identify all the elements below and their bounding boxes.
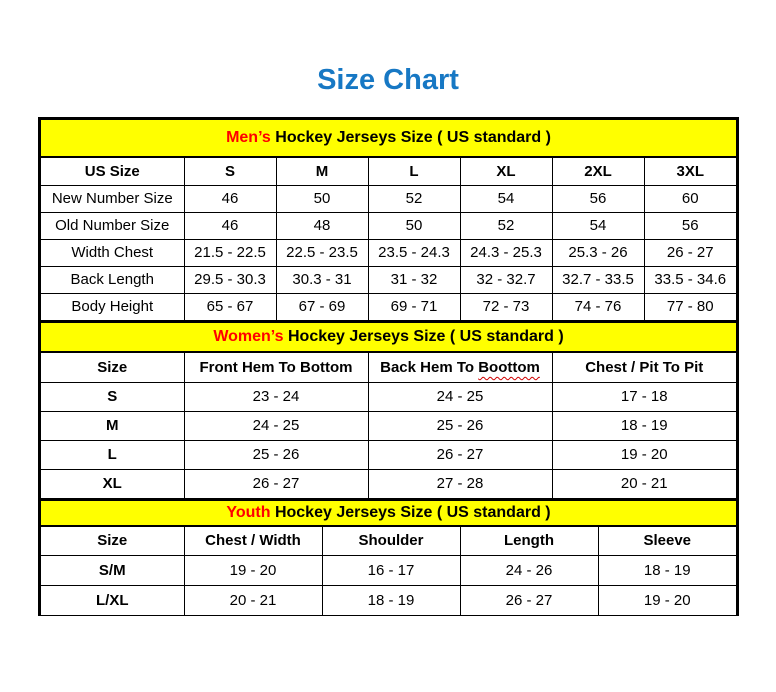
table-row bbox=[41, 293, 736, 320]
size-value-cell: 27 - 28 bbox=[368, 469, 552, 498]
size-value-cell: 56 bbox=[552, 185, 644, 212]
size-value-cell: 65 - 67 bbox=[184, 293, 276, 320]
size-value-cell: 52 bbox=[460, 212, 552, 239]
size-value-cell: 74 - 76 bbox=[552, 293, 644, 320]
size-value-cell: 19 - 20 bbox=[184, 555, 322, 585]
size-value-cell: 72 - 73 bbox=[460, 293, 552, 320]
size-value-cell: 17 - 18 bbox=[552, 382, 736, 411]
column-header: XL bbox=[460, 158, 552, 185]
size-value-cell: 26 - 27 bbox=[644, 239, 736, 266]
row-label: M bbox=[41, 411, 184, 440]
section-name-highlight: Men’s bbox=[226, 129, 271, 146]
size-value-cell: 20 - 21 bbox=[184, 585, 322, 615]
size-value-cell: 46 bbox=[184, 212, 276, 239]
size-value-cell: 18 - 19 bbox=[552, 411, 736, 440]
size-value-cell: 24.3 - 25.3 bbox=[460, 239, 552, 266]
size-value-cell: 67 - 69 bbox=[276, 293, 368, 320]
row-label: Body Height bbox=[41, 293, 184, 320]
table-row bbox=[41, 266, 736, 293]
size-value-cell: 50 bbox=[276, 185, 368, 212]
table-row bbox=[41, 469, 736, 498]
size-value-cell: 18 - 19 bbox=[322, 585, 460, 615]
size-value-cell: 23 - 24 bbox=[184, 382, 368, 411]
size-value-cell: 23.5 - 24.3 bbox=[368, 239, 460, 266]
size-value-cell: 25.3 - 26 bbox=[552, 239, 644, 266]
column-header: Size bbox=[41, 527, 184, 555]
size-value-cell: 30.3 - 31 bbox=[276, 266, 368, 293]
column-header: Back Hem To Boottom bbox=[368, 353, 552, 382]
section-title-text: Hockey Jerseys Size ( US standard ) bbox=[270, 504, 551, 521]
size-value-cell: 22.5 - 23.5 bbox=[276, 239, 368, 266]
size-value-cell: 24 - 26 bbox=[460, 555, 598, 585]
row-label: New Number Size bbox=[41, 185, 184, 212]
size-value-cell: 19 - 20 bbox=[552, 440, 736, 469]
size-value-cell: 31 - 32 bbox=[368, 266, 460, 293]
section-title-text: Hockey Jerseys Size ( US standard ) bbox=[283, 328, 564, 345]
size-value-cell: 77 - 80 bbox=[666, 298, 714, 316]
size-value-cell: 26 - 27 bbox=[184, 469, 368, 498]
size-value-cell: 32.7 - 33.5 bbox=[552, 266, 644, 293]
column-header: Sleeve bbox=[598, 527, 736, 555]
section-name-highlight: Youth bbox=[226, 504, 271, 521]
header-row bbox=[41, 353, 736, 382]
youth-section-header-band bbox=[41, 498, 736, 527]
womens-size-table bbox=[41, 353, 736, 498]
table-row bbox=[41, 239, 736, 266]
womens-size-section bbox=[41, 320, 736, 498]
row-label: Old Number Size bbox=[41, 212, 184, 239]
table-row bbox=[41, 440, 736, 469]
row-label: L bbox=[41, 440, 184, 469]
youth-size-section bbox=[41, 498, 736, 615]
mens-size-table bbox=[41, 158, 736, 320]
size-value-cell: 26 - 27 bbox=[368, 440, 552, 469]
size-value-cell: 24 - 25 bbox=[184, 411, 368, 440]
table-row bbox=[41, 585, 736, 615]
mens-section-header-band bbox=[41, 120, 736, 158]
size-value-cell: 26 - 27 bbox=[460, 585, 598, 615]
mens-size-section bbox=[41, 120, 736, 320]
column-header: 2XL bbox=[552, 158, 644, 185]
row-label: S bbox=[41, 382, 184, 411]
column-header: 3XL bbox=[644, 158, 736, 185]
table-row bbox=[41, 212, 736, 239]
column-header: S bbox=[184, 158, 276, 185]
column-header: L bbox=[368, 158, 460, 185]
column-header: Shoulder bbox=[322, 527, 460, 555]
size-value-cell: 46 bbox=[184, 185, 276, 212]
column-header: Size bbox=[41, 353, 184, 382]
size-value-cell: 56 bbox=[644, 212, 736, 239]
misspelled-word: Boottom bbox=[478, 358, 540, 376]
table-row bbox=[41, 555, 736, 585]
row-label: XL bbox=[41, 469, 184, 498]
column-header: Chest / Width bbox=[184, 527, 322, 555]
section-name-highlight: Women’s bbox=[213, 328, 284, 345]
column-header: Front Hem To Bottom bbox=[184, 353, 368, 382]
table-row bbox=[41, 382, 736, 411]
row-label: Width Chest bbox=[41, 239, 184, 266]
size-value-cell: 21.5 - 22.5 bbox=[184, 239, 276, 266]
size-value-cell: 54 bbox=[552, 212, 644, 239]
table-row bbox=[41, 185, 736, 212]
size-value-cell: 25 - 26 bbox=[184, 440, 368, 469]
column-header: Length bbox=[460, 527, 598, 555]
section-title-text: Hockey Jerseys Size ( US standard ) bbox=[270, 129, 551, 146]
column-header: US Size bbox=[41, 158, 184, 185]
size-value-cell: 16 - 17 bbox=[322, 555, 460, 585]
row-label: Back Length bbox=[41, 266, 184, 293]
page-title: Size Chart bbox=[317, 64, 459, 96]
row-label: S/M bbox=[41, 555, 184, 585]
size-value-cell: 24 - 25 bbox=[368, 382, 552, 411]
size-value-cell: 20 - 21 bbox=[620, 475, 668, 493]
womens-section-header-band bbox=[41, 320, 736, 353]
size-chart-container bbox=[38, 117, 739, 616]
size-value-cell: 50 bbox=[368, 212, 460, 239]
size-value-cell: 48 bbox=[276, 212, 368, 239]
size-value-cell: 52 bbox=[368, 185, 460, 212]
row-label: L/XL bbox=[41, 585, 184, 615]
header-row bbox=[41, 158, 736, 185]
size-value-cell: 69 - 71 bbox=[368, 293, 460, 320]
size-value-cell: 25 - 26 bbox=[368, 411, 552, 440]
column-header: M bbox=[276, 158, 368, 185]
header-row bbox=[41, 527, 736, 555]
size-value-cell: 29.5 - 30.3 bbox=[184, 266, 276, 293]
table-row bbox=[41, 411, 736, 440]
youth-size-table bbox=[41, 527, 736, 615]
size-value-cell: 19 - 20 bbox=[643, 591, 691, 609]
size-value-cell: 60 bbox=[644, 185, 736, 212]
size-value-cell: 33.5 - 34.6 bbox=[644, 266, 736, 293]
column-header: Chest / Pit To Pit bbox=[552, 353, 736, 382]
size-value-cell: 18 - 19 bbox=[598, 555, 736, 585]
size-value-cell: 32 - 32.7 bbox=[460, 266, 552, 293]
size-value-cell: 54 bbox=[460, 185, 552, 212]
